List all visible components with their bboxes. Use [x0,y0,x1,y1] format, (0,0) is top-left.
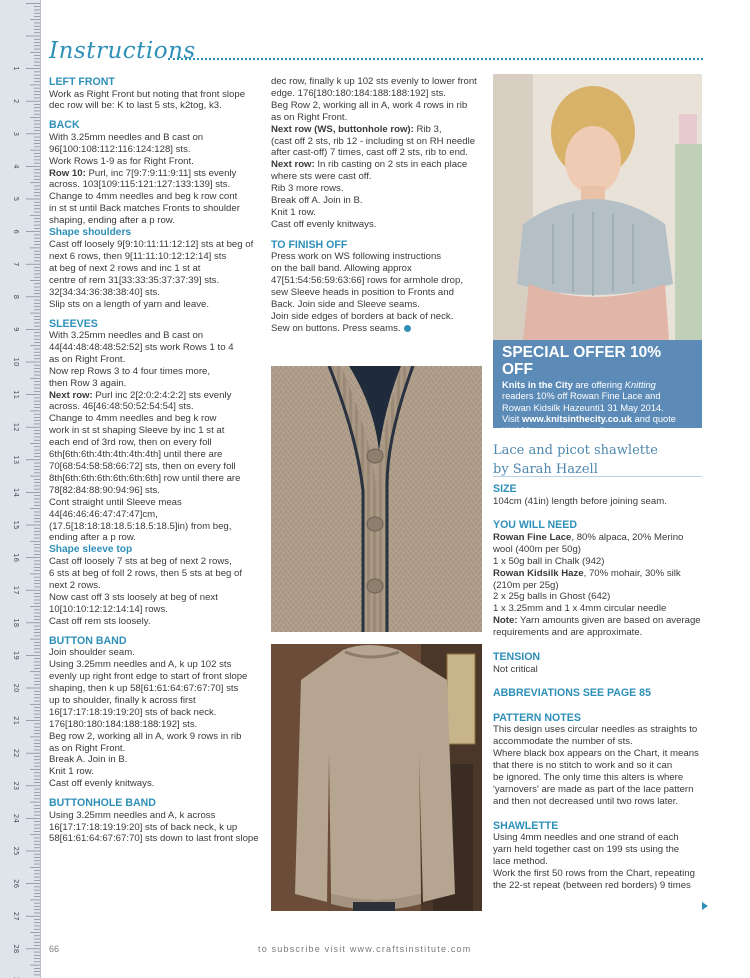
offer-text: Visit [502,414,522,425]
text-line: Work as Right Front but noting that front slope [49,88,246,100]
text-line: 78[82:84:88:90:94:96] sts. [49,484,160,496]
pattern-title: Lace and picot shawlette [493,443,658,458]
text-line: and then not decreased until two rows later. [493,795,679,807]
title-dotted-rule [168,58,703,60]
text-line: 1 x 3.25mm and 1 x 4mm circular needle [493,603,667,615]
text-line [271,159,485,171]
note-label: Note: [493,615,518,627]
text-line: 44[46:46:46:47:47:47]cm, [49,508,158,520]
text-line: Cont straight until Sleeve meas [49,496,182,508]
text-line: in st st until Back matches Fronts to shoulder [49,203,240,215]
text-line: 176[180:180:184:188:188:192] sts. [49,718,198,730]
ruler-number: 6 [12,229,20,234]
text-line: as on Right Front. [49,742,126,754]
text-line: across. 46[46:48:50:52:54:54] sts. [49,401,194,413]
ruler-number: 18 [12,618,20,628]
text-line: 6 sts at beg of foll 2 rows, then 5 sts at beg of [49,568,243,580]
offer-text: are offering [572,380,625,390]
yarn-text: , 80% alpaca, 20% Merino [571,531,684,543]
tension-heading: TENSION [493,651,541,664]
text-line: up to shoulder, finally k across first [49,694,196,706]
text-line: Beg Row 2, working all in A, work 4 rows in rib [271,99,468,111]
ruler-number: 19 [12,650,20,660]
button-band-heading: BUTTON BAND [49,634,127,647]
text-line: work in st st shaping Sleeve by inc 1 st at [49,425,225,437]
text-line [493,568,705,580]
text-line: With 3.25mm needles and B cast on [49,131,204,143]
yarn-name: Rowan Kidsilk Haze [493,567,584,579]
column-2 [271,76,485,335]
text-span: Sew on buttons. Press seams. [271,322,401,334]
text-line [49,390,261,402]
text-line: requirements and are approximate. [493,627,643,639]
row-label: Next row: [49,389,93,401]
text-line: Cast off rem sts loosely. [49,615,151,627]
text-line: 16[17:17:18:19:19:20] sts of back neck. [49,706,217,718]
ruler-number: 16 [12,553,20,563]
text-line: at beg of next 2 rows and inc 1 st at [49,262,201,274]
text-line: shaping, ending after a p row. [49,215,175,227]
offer-text: and quote [632,414,676,425]
text-line: Now cast off 3 sts loosely at beg of next [49,592,218,604]
tension-text: Not critical [493,663,538,675]
offer-line-3: Rowan Kidsilk Hazeunti1 31 May 2014. [502,402,664,413]
text-line: ending after a p row. [49,532,136,544]
text-line: be ignored. The only time this alters is where [493,772,684,784]
text-line: that there is no stitch to work and so it can [493,760,673,772]
text-line: (cast off 2 sts, rib 12 - including st on RH needle [271,135,476,147]
left-front-heading: LEFT FRONT [49,76,115,88]
text-line: 44[44:48:48:48:52:52] sts work Rows 1 to 4 [49,341,234,353]
text-line: Work the first 50 rows from the Chart, repeating [493,868,695,880]
row-text: Purl inc 2[2:0:2:4:2:2] sts evenly [92,389,232,401]
arrow-right-icon [702,902,708,910]
offer-shop-name: Knits in the City [502,380,573,390]
ruler-number: 4 [12,164,20,169]
text-line: Press work on WS following instructions [271,251,442,263]
text-line: wool (400m per 50g) [493,543,581,555]
text-line: dec row will be: K to last 5 sts, k2tog, k3. [49,100,222,112]
footer-subscribe-text: to subscribe visit www.craftsinstitute.com [258,944,472,954]
text-line: accommodate the number of sts. [493,736,633,748]
ruler-number: 25 [12,846,20,856]
row-text: Rib 3, [413,123,442,135]
finish-heading: TO FINISH OFF [271,238,348,251]
text-line: Work Rows 1-9 as for Right Front. [49,155,194,167]
text-line: Slip sts on a length of yarn and leave. [49,298,209,310]
size-text: 104cm (41in) length before joining seam. [493,495,667,507]
text-line: This design uses circular needles as straights to [493,724,698,736]
shawlette-heading: SHAWLETTE [493,819,559,832]
page-title: Instructions [49,38,196,64]
ruler-number: 5 [12,196,20,202]
text-line: 10[10:10:12:12:14:14] rows. [49,603,168,615]
text-line [271,124,485,136]
text-line: Cast off loosely 9[9:10:11:11:12:12] sts at beg of [49,239,254,251]
text-line: With 3.25mm needles and B cast on [49,330,204,341]
offer-line-1 [502,380,693,391]
text-line: on the ball band. Allowing approx [271,263,412,275]
text-line: 32[34:34:36:38:38:40] sts. [49,286,160,298]
text-line: Using 4mm needles and one strand of each [493,832,679,844]
text-line: Knit 1 row. [271,206,316,218]
ruler-number: 15 [12,520,20,530]
ruler-number: 1 [12,66,20,71]
text-line: as on Right Front. [49,353,126,365]
text-line: across. 103[109:115:121:127:133:139] sts. [49,179,231,191]
text-line: Join shoulder seam. [49,647,135,659]
finish-text [271,251,485,334]
shape-sleeve-top-heading: Shape sleeve top [49,544,133,556]
you-will-need-text [493,532,705,639]
row-label: Next row (WS, buttonhole row): [271,123,414,135]
text-line: each end of 3rd row, then on every foll [49,437,212,449]
ruler-number: 10 [12,357,20,367]
page-ruler [0,0,41,978]
shape-shoulders-text [49,239,261,310]
ruler-number: 13 [12,455,20,465]
yarn-text: , 70% mohair, 30% silk [583,567,681,579]
text-line [493,615,705,627]
text-line: Knit 1 row. [49,766,94,778]
ruler-number: 7 [12,261,20,267]
buttonhole-band-text [49,810,261,846]
text-line: 96[100:108:112:116:124:128] sts. [49,143,191,155]
offer-url-link[interactable]: www.knitsinthecity.co.uk [521,414,633,425]
offer-line-4 [502,414,693,425]
text-line: sew Sleeve heads in position to Fronts and [271,287,454,298]
offer-magazine: Knitting [624,380,656,390]
text-line: 70[68:54:58:58:66:72] sts, then on every foll [49,460,236,472]
ruler-number: 28 [12,944,20,954]
ruler-number: 20 [12,683,20,693]
row-text: Purl, inc 7[9:7:9:11:9:11] sts evenly [85,167,237,179]
text-line: 58[61:61:64:67:67:70] sts down to last front slope [49,833,259,845]
text-line: evenly up right front edge to start of front slope [49,671,248,683]
text-line: Change to 4mm needles and beg k row [49,413,217,425]
row-text: In rib casting on 2 sts in each place [314,159,468,171]
special-offer-box [493,340,702,436]
ruler-number: 17 [12,585,20,595]
text-line: Rib 3 more rows. [271,183,344,195]
pattern-notes-heading: PATTERN NOTES [493,711,581,724]
ruler-number: 26 [12,879,20,889]
back-text [49,132,261,227]
row-label: Next row: [271,159,315,171]
yarn-name: Rowan Fine Lace [493,531,572,543]
ruler-number: 8 [12,294,20,300]
ruler-scale [0,0,40,978]
size-heading: SIZE [493,483,517,495]
button-band-text [49,647,261,790]
pattern-title-block [493,441,658,479]
text-line: 16[17:17:18:19:19:20] sts of back neck, k up [49,821,238,833]
text-line: next 2 rows. [49,580,101,592]
cardigan-front-photo [271,366,482,632]
end-dot-icon [404,325,411,332]
sleeves-text [49,330,261,544]
text-line: centre of rem 31[33:33:35:37:37:39] sts. [49,274,220,286]
sweater-back-photo [271,644,482,911]
pattern-title-divider [493,476,702,477]
text-line: Where black box appears on the Chart, it means [493,748,699,760]
text-line: (17.5[18:18:18:18.5:18.5:18.5]in) from beg, [49,520,232,532]
ruler-number: 3 [12,131,20,137]
ruler-number: 24 [12,813,20,823]
ruler-number: 9 [12,327,20,332]
ruler-number: 14 [12,487,20,497]
text-line: Using 3.25mm needles and A, k across [49,809,216,821]
text-line: Back. Join side and Sleeve seams. [271,298,420,310]
buttonhole-band-cont-text [271,76,485,231]
shawlette-model-photo [493,74,702,340]
offer-line-2: readers 10% off Rowan Fine Lace and [502,391,661,402]
text-line: after cast-off) 7 times, cast off 2 sts, rib to end. [271,147,468,159]
ruler-number: 23 [12,781,20,791]
shape-shoulders-heading: Shape shoulders [49,227,132,239]
ruler-number: 12 [12,422,20,432]
column-3 [493,483,705,892]
offer-line-5: KN128 to receive your discount. [502,425,634,436]
row-label: Row 10: [49,167,86,179]
text-line: Using 3.25mm needles and A, k up 102 sts [49,659,232,671]
text-line [493,532,705,544]
text-line: 2 x 25g balls in Ghost (642) [493,591,611,603]
text-line: dec row, finally k up 102 sts evenly to lower front [271,76,477,87]
text-line: 'yarnovers' are made as part of the lace pattern [493,784,694,795]
text-line: Join side edges of borders at back of neck. [271,310,454,322]
text-line: where sts were cast off. [271,171,372,183]
abbreviations-heading: ABBREVIATIONS SEE PAGE 85 [493,687,651,700]
text-line: Cast off loosely 7 sts at beg of next 2 rows, [49,556,232,568]
text-line: the 22-st repeat (between red borders) 9 times [493,879,691,891]
text-line [271,323,485,335]
pattern-author: by Sarah Hazell [493,462,598,477]
text-line: edge. 176[180:180:184:188:188:192] sts. [271,87,446,99]
text-line: 47[51:54:56:59:63:66] rows for armhole drop, [271,275,463,287]
text-line: yarn held together cast on 199 sts using the [493,844,680,856]
column-1 [49,76,261,845]
text-line: shaping, then k up 58[61:61:64:67:67:70] sts [49,682,239,694]
text-line: Cast off evenly knitways. [49,778,155,790]
ruler-number: 2 [12,98,20,104]
sleeves-heading: SLEEVES [49,317,98,330]
text-line: 8th[6th:6th:6th:6th:6th:6th] row until there are [49,472,241,484]
text-line: Change to 4mm needles and beg k row cont [49,191,238,203]
offer-title: SPECIAL OFFER 10% OFF [502,344,662,378]
page-number: 66 [49,944,60,954]
buttonhole-band-heading: BUTTONHOLE BAND [49,797,156,810]
text-line: Break A. Join in B. [49,754,128,766]
you-will-need-heading: YOU WILL NEED [493,519,577,532]
text-line: (210m per 25g) [493,579,559,591]
text-line: as on Right Front. [271,111,348,123]
ruler-number: 27 [12,911,20,921]
note-text: Yarn amounts given are based on average [517,615,701,627]
text-line: then Row 3 again. [49,377,127,389]
text-line: 1 x 50g ball in Chalk (942) [493,555,605,567]
text-line: Beg row 2, working all in A, work 9 rows in rib [49,730,242,742]
text-line: Break off A. Join in B. [271,195,363,207]
shawlette-text [493,832,705,892]
ruler-number: 21 [12,716,20,726]
ruler-number: 11 [12,390,20,400]
back-heading: BACK [49,119,80,132]
left-front-text [49,89,261,113]
pattern-notes-text [493,724,705,807]
text-line: Cast off evenly knitways. [271,218,377,230]
text-line: lace method. [493,856,548,868]
ruler-number: 22 [12,748,20,758]
text-line: next 6 rows, then 9[11:11:10:12:12:14] sts [49,250,227,262]
text-line: Now rep Rows 3 to 4 four times more, [49,365,211,377]
shape-sleeve-top-text [49,556,261,627]
text-line: 6th[6th:6th:4th:4th:4th:4th] until there are [49,449,223,461]
text-line [49,168,261,180]
